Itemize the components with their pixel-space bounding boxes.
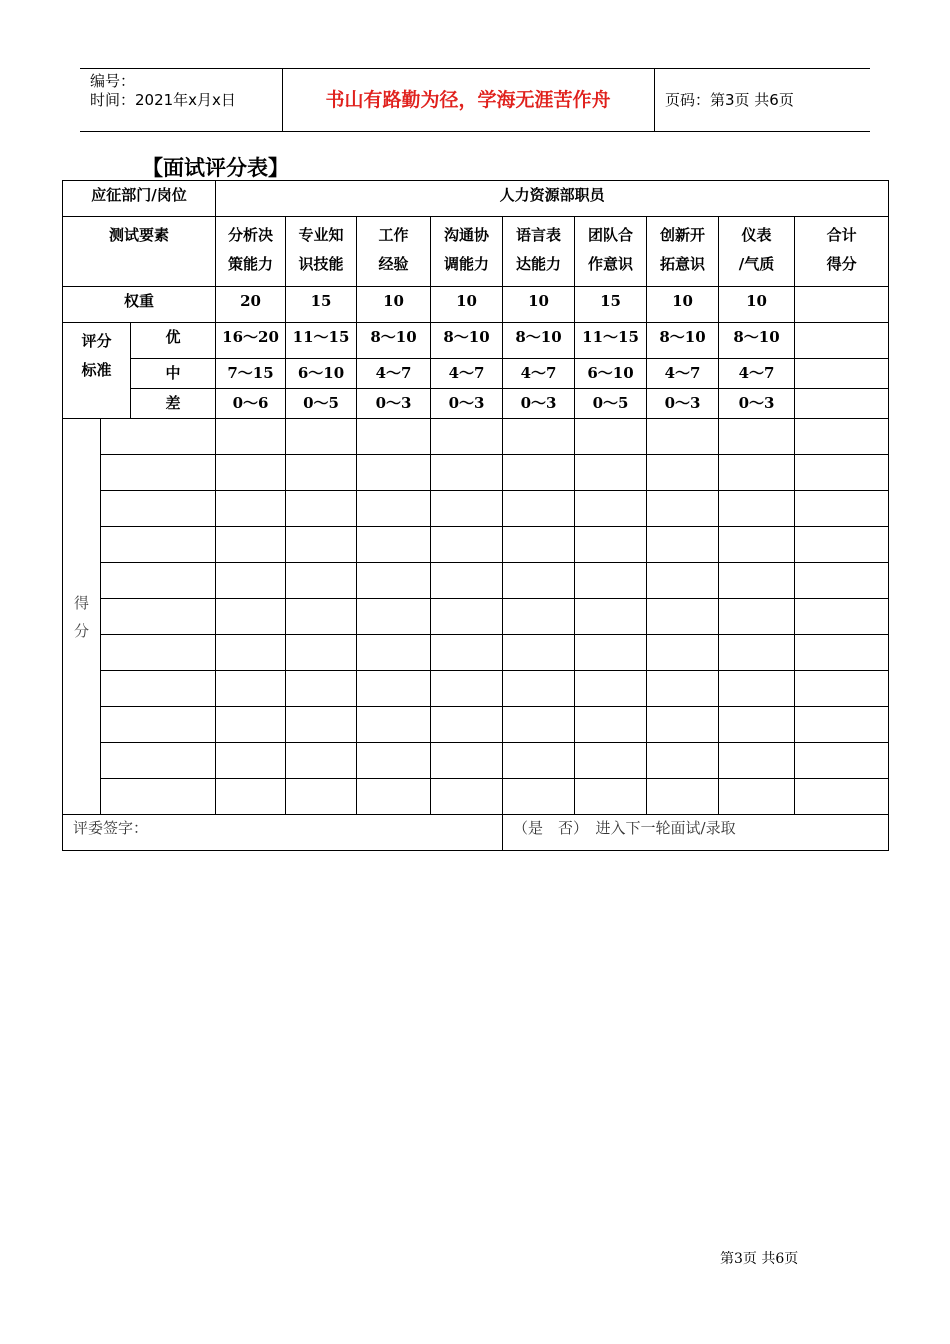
criteria-label: [63, 323, 131, 419]
score-cell: [503, 563, 575, 599]
score-cell: [286, 743, 357, 779]
weight-label: 权重: [63, 287, 216, 323]
score-cell: [719, 671, 795, 707]
score-cell: [719, 455, 795, 491]
score-cell: [357, 527, 431, 563]
score-name-cell: [101, 743, 216, 779]
criteria-value: 4～7: [431, 359, 503, 389]
score-cell: [286, 419, 357, 455]
weight-row: [63, 287, 889, 323]
judge-signature: 评委签字：: [63, 815, 503, 851]
score-cell: [431, 563, 503, 599]
score-cell: [575, 563, 647, 599]
factor-label: 测试要素: [63, 217, 216, 287]
score-cell: [357, 419, 431, 455]
score-cell: [503, 527, 575, 563]
score-cell: [647, 491, 719, 527]
criteria-total-cell: [795, 359, 889, 389]
criteria-value: 0～3: [719, 389, 795, 419]
criteria-value: 0～3: [503, 389, 575, 419]
score-cell: [719, 419, 795, 455]
criteria-value: 0～5: [575, 389, 647, 419]
header-divider: [654, 69, 655, 131]
score-cell: [431, 527, 503, 563]
score-name-cell: [101, 527, 216, 563]
factor-header: [503, 217, 575, 287]
score-cell: [503, 419, 575, 455]
cell-line: 团队合: [588, 226, 634, 244]
weight-value: 15: [575, 287, 647, 323]
cell-line: 拓意识: [660, 255, 706, 273]
score-cell: [647, 563, 719, 599]
weight-value: 10: [719, 287, 795, 323]
score-cell: [719, 707, 795, 743]
score-cell: [216, 455, 286, 491]
dept-value: 人力资源部职员: [216, 181, 889, 217]
score-cell: [286, 455, 357, 491]
score-name-cell: [101, 779, 216, 815]
criteria-level: 中: [131, 359, 216, 389]
factor-header: [647, 217, 719, 287]
score-cell: [795, 779, 889, 815]
score-name-cell: [101, 419, 216, 455]
score-cell: [719, 779, 795, 815]
criteria-value: 8～10: [719, 323, 795, 359]
score-cell: [719, 527, 795, 563]
score-cell: [216, 491, 286, 527]
score-cell: [575, 707, 647, 743]
score-cell: [286, 491, 357, 527]
score-cell: [431, 779, 503, 815]
cell-line: 识技能: [298, 255, 344, 273]
criteria-value: 4～7: [503, 359, 575, 389]
cell-line: 分析决: [228, 226, 274, 244]
score-cell: [357, 779, 431, 815]
score-cell: [431, 707, 503, 743]
score-name-cell: [101, 635, 216, 671]
score-row: [63, 455, 889, 491]
next-round-decision: （是 否） 进入下一轮面试/录取: [503, 815, 889, 851]
cell-line: 策能力: [228, 255, 274, 273]
criteria-value: 0～6: [216, 389, 286, 419]
criteria-row: [63, 323, 889, 359]
score-name-cell: [101, 671, 216, 707]
score-cell: [647, 635, 719, 671]
score-row: [63, 563, 889, 599]
criteria-value: 11～15: [286, 323, 357, 359]
criteria-value: 4～7: [357, 359, 431, 389]
score-cell: [575, 671, 647, 707]
score-cell: [286, 635, 357, 671]
cell-line: 调能力: [444, 255, 490, 273]
factor-header: [575, 217, 647, 287]
cell-line: 评分: [81, 332, 112, 350]
score-row: [63, 599, 889, 635]
criteria-value: 8～10: [431, 323, 503, 359]
cell-line: 达能力: [516, 255, 562, 273]
criteria-value: 4～7: [719, 359, 795, 389]
score-cell: [575, 491, 647, 527]
total-header: [795, 217, 889, 287]
criteria-total-cell: [795, 323, 889, 359]
cell-line: /气质: [738, 255, 775, 273]
criteria-value: 6～10: [286, 359, 357, 389]
criteria-value: 0～3: [431, 389, 503, 419]
score-cell: [795, 707, 889, 743]
interview-score-table: [62, 180, 889, 851]
score-cell: [575, 419, 647, 455]
score-cell: [647, 671, 719, 707]
criteria-value: 7～15: [216, 359, 286, 389]
criteria-value: 0～3: [357, 389, 431, 419]
score-label: [63, 419, 101, 815]
score-name-cell: [101, 455, 216, 491]
weight-total-cell: [795, 287, 889, 323]
score-cell: [357, 707, 431, 743]
score-row: [63, 419, 889, 455]
cell-line: 仪表: [741, 226, 772, 244]
cell-line: 分: [73, 621, 89, 640]
score-name-cell: [101, 563, 216, 599]
factor-header: [357, 217, 431, 287]
dept-label: 应征部门/岗位: [63, 181, 216, 217]
header-meta: [90, 72, 236, 110]
score-cell: [503, 779, 575, 815]
header-motto: 书山有路勤为径，学海无涯苦作舟: [325, 89, 611, 111]
score-cell: [431, 419, 503, 455]
score-cell: [647, 599, 719, 635]
score-cell: [795, 455, 889, 491]
score-cell: [795, 419, 889, 455]
signature-row: [63, 815, 889, 851]
score-cell: [431, 455, 503, 491]
score-cell: [357, 491, 431, 527]
score-cell: [795, 527, 889, 563]
score-cell: [575, 527, 647, 563]
criteria-value: 4～7: [647, 359, 719, 389]
document-header: [80, 68, 870, 132]
criteria-value: 8～10: [357, 323, 431, 359]
score-cell: [647, 707, 719, 743]
factor-header: [719, 217, 795, 287]
cell-line: 合计: [826, 226, 857, 244]
score-cell: [431, 671, 503, 707]
criteria-row: [63, 359, 889, 389]
score-row: [63, 635, 889, 671]
score-name-cell: [101, 491, 216, 527]
score-cell: [719, 599, 795, 635]
score-cell: [647, 743, 719, 779]
score-cell: [503, 455, 575, 491]
score-cell: [216, 599, 286, 635]
score-cell: [286, 707, 357, 743]
score-cell: [503, 491, 575, 527]
score-cell: [795, 599, 889, 635]
score-cell: [216, 779, 286, 815]
page-number: 第3页 共6页: [720, 1251, 799, 1267]
cell-line: 专业知: [298, 226, 344, 244]
header-page-label: 页码：第3页 共6页: [665, 91, 794, 109]
weight-value: 10: [647, 287, 719, 323]
score-cell: [503, 635, 575, 671]
criteria-value: 16～20: [216, 323, 286, 359]
cell-line: 工作: [378, 226, 409, 244]
score-cell: [286, 671, 357, 707]
cell-line: 得: [73, 593, 89, 612]
score-cell: [575, 779, 647, 815]
score-cell: [795, 671, 889, 707]
score-cell: [647, 419, 719, 455]
criteria-row: [63, 389, 889, 419]
score-cell: [357, 743, 431, 779]
score-cell: [719, 563, 795, 599]
score-cell: [503, 671, 575, 707]
score-row: [63, 491, 889, 527]
criteria-total-cell: [795, 389, 889, 419]
score-cell: [216, 563, 286, 599]
weight-value: 10: [431, 287, 503, 323]
criteria-value: 6～10: [575, 359, 647, 389]
score-cell: [575, 455, 647, 491]
score-cell: [719, 743, 795, 779]
score-cell: [647, 527, 719, 563]
factor-header: [286, 217, 357, 287]
number-label: 编号：: [90, 72, 136, 90]
score-name-cell: [101, 707, 216, 743]
score-row: [63, 671, 889, 707]
score-cell: [357, 635, 431, 671]
criteria-value: 11～15: [575, 323, 647, 359]
score-row: [63, 743, 889, 779]
score-row: [63, 527, 889, 563]
dept-row: [63, 181, 889, 217]
score-name-cell: [101, 599, 216, 635]
score-cell: [286, 563, 357, 599]
cell-line: 创新开: [660, 226, 706, 244]
criteria-level: 差: [131, 389, 216, 419]
score-cell: [216, 419, 286, 455]
score-row: [63, 707, 889, 743]
criteria-value: 0～3: [647, 389, 719, 419]
score-cell: [503, 707, 575, 743]
score-cell: [357, 455, 431, 491]
cell-line: 经验: [378, 255, 409, 273]
cell-line: 得分: [826, 255, 857, 273]
page-title: 【面试评分表】: [142, 156, 289, 180]
score-cell: [216, 743, 286, 779]
criteria-value: 8～10: [647, 323, 719, 359]
criteria-value: 8～10: [503, 323, 575, 359]
score-cell: [357, 599, 431, 635]
weight-value: 10: [503, 287, 575, 323]
score-cell: [795, 743, 889, 779]
score-cell: [575, 743, 647, 779]
score-cell: [431, 635, 503, 671]
cell-line: 沟通协: [444, 226, 490, 244]
score-cell: [575, 599, 647, 635]
score-cell: [431, 743, 503, 779]
score-cell: [795, 491, 889, 527]
time-label: 时间：2021年x月x日: [90, 91, 236, 109]
weight-value: 20: [216, 287, 286, 323]
weight-value: 10: [357, 287, 431, 323]
score-cell: [216, 635, 286, 671]
score-cell: [795, 563, 889, 599]
score-cell: [431, 491, 503, 527]
factor-header: [216, 217, 286, 287]
score-cell: [575, 635, 647, 671]
score-cell: [647, 779, 719, 815]
score-cell: [216, 527, 286, 563]
score-cell: [647, 455, 719, 491]
cell-line: 标准: [81, 361, 112, 379]
score-cell: [216, 707, 286, 743]
score-cell: [286, 779, 357, 815]
weight-value: 15: [286, 287, 357, 323]
score-cell: [286, 599, 357, 635]
score-cell: [286, 527, 357, 563]
cell-line: 语言表: [516, 226, 562, 244]
cell-line: 作意识: [588, 255, 634, 273]
factor-row: [63, 217, 889, 287]
criteria-value: 0～5: [286, 389, 357, 419]
score-cell: [503, 743, 575, 779]
score-cell: [719, 635, 795, 671]
score-cell: [503, 599, 575, 635]
score-cell: [431, 599, 503, 635]
score-cell: [719, 491, 795, 527]
score-row: [63, 779, 889, 815]
score-cell: [216, 671, 286, 707]
criteria-level: 优: [131, 323, 216, 359]
factor-header: [431, 217, 503, 287]
score-cell: [357, 563, 431, 599]
score-cell: [357, 671, 431, 707]
score-cell: [795, 635, 889, 671]
